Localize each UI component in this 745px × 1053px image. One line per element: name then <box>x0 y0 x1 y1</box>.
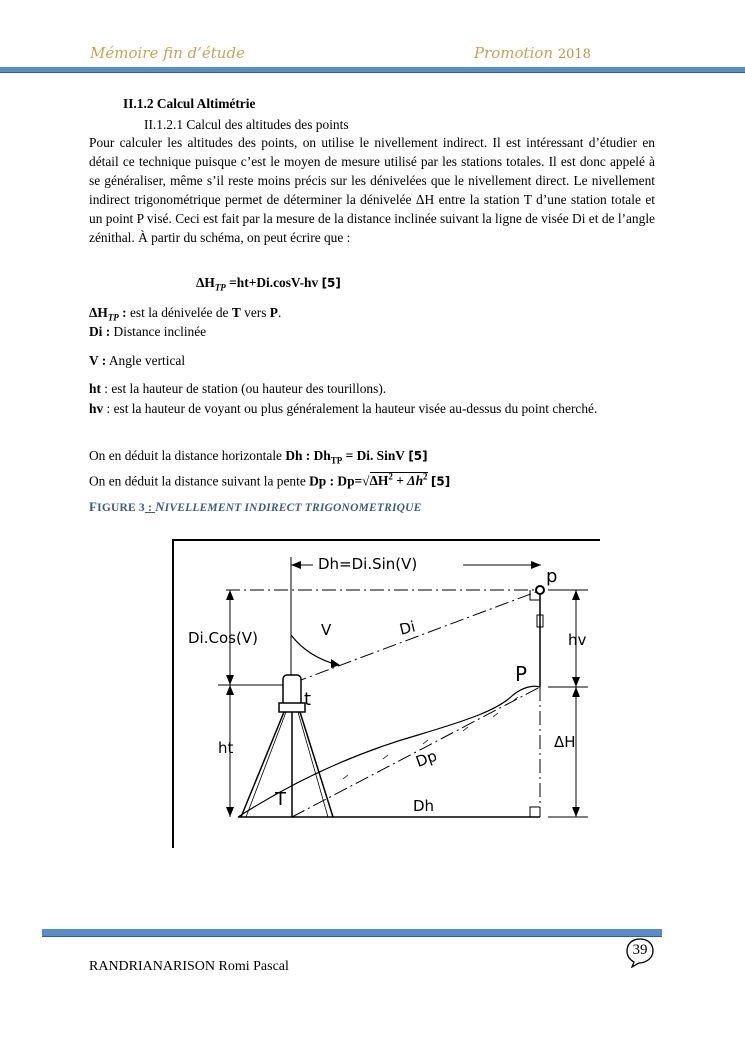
deduction-dp-sup2: 2 <box>423 472 428 482</box>
formula-ref: [5] <box>321 276 341 290</box>
header-promotion-year: 2018 <box>557 47 591 62</box>
def-ht-text: : est la hauteur de station (ou hauteur des tourillons). <box>100 381 387 396</box>
page-number-badge <box>624 936 656 968</box>
point-p-target <box>536 586 544 594</box>
label-hv: hv <box>568 631 587 649</box>
def-di-label: Di : <box>89 324 111 339</box>
header-title: Mémoire fin d’étude <box>90 44 245 62</box>
footer-rule <box>42 929 662 937</box>
def-ht <box>89 379 386 398</box>
label-t-big: T <box>275 789 286 810</box>
formula-delta-h: ΔH <box>196 275 215 290</box>
def-delta-h-T: T <box>231 305 241 320</box>
caption-prefix-small: IGURE 3 <box>97 502 145 514</box>
leveling-diagram <box>168 535 608 855</box>
body-paragraph: Pour calculer les altitudes des points, on utilise le nivellement indirect. Il est intéressant d’étudier en détail ce technique puisque c’est le moyen de mesure utilisé par les stations totales. Il est donc appelé à se généraliser, même s’il reste moins précis sur les dénivelées que le nivellement direct. Le nivellement indirect trigonométrique permet de déterminer la dénivelée ΔH entre la station T d’une station totale et un point P visé. Ceci est fait par la mesure de la distance inclinée suivant la ligne de visée Di et de l’angle zénithal. À partir du schéma, on peut écrire que : <box>89 135 655 245</box>
label-v: V <box>321 621 332 639</box>
section-heading: II.1.2 Calcul Altimétrie <box>123 96 256 111</box>
deduction-dh-ref: [5] <box>408 449 428 463</box>
label-t-small: t <box>304 689 312 710</box>
page-number: 39 <box>632 942 648 958</box>
footer-author: RANDRIANARISON Romi Pascal <box>89 959 289 974</box>
label-di: Di <box>397 617 418 639</box>
formula-rest: =ht+Di.cosV-hv <box>225 275 319 290</box>
deduction-dh-bold2: = Di. SinV <box>342 448 405 463</box>
angle-v-arrow <box>331 659 340 668</box>
def-hv-label: hv <box>89 401 104 416</box>
caption-title-small: IVELLEMENT INDIRECT TRIGONOMETRIQUE <box>164 502 422 514</box>
header-promotion <box>474 44 591 62</box>
def-delta-h-end: . <box>277 305 282 320</box>
right-angle-bottom <box>530 807 540 817</box>
main-formula <box>196 273 341 298</box>
label-ht: ht <box>218 739 234 757</box>
angle-v-arc <box>291 635 338 665</box>
def-di-text: Distance inclinée <box>110 324 207 339</box>
deduction-dh <box>89 446 428 471</box>
def-ht-label: ht <box>89 381 101 396</box>
figure-caption <box>89 499 422 515</box>
def-delta-h-P: P <box>269 305 278 320</box>
right-angle-top <box>530 590 540 600</box>
label-dp: Dp <box>413 746 440 771</box>
header-rule <box>0 67 745 73</box>
total-station-base <box>279 703 305 712</box>
header-promotion-word: Promotion <box>474 44 554 62</box>
label-p-small: p <box>546 566 558 587</box>
deduction-dp <box>89 468 450 491</box>
deduction-dh-text: On en déduit la distance horizontale <box>89 448 286 463</box>
def-hv-text: : est la hauteur de voyant ou plus généralement la hauteur visée au-dessus du point cherché. <box>103 401 598 416</box>
tripod-legs-inner <box>246 712 328 817</box>
deduction-dh-sub: TP <box>330 455 343 466</box>
deduction-dp-expr2: Δh <box>407 473 424 489</box>
def-v-label: V : <box>89 353 107 368</box>
deduction-dp-sqrt: √ <box>362 473 370 489</box>
deduction-dp-plus: + <box>392 473 408 489</box>
def-di <box>89 322 206 341</box>
deduction-dp-sup1: 2 <box>388 472 393 482</box>
caption-title-big: N <box>155 499 165 514</box>
formula-sub: TP <box>214 282 226 293</box>
figure-frame <box>173 540 600 848</box>
caption-prefix-big: F <box>89 499 98 514</box>
def-delta-h-colon: : <box>118 305 130 320</box>
deduction-dp-bold: Dp : Dp= <box>309 473 363 489</box>
deduction-dp-text: On en déduit la distance suivant la pente <box>89 473 310 489</box>
tripod-legs <box>241 712 333 817</box>
deduction-dp-ref: [5] <box>430 474 451 489</box>
def-v <box>89 351 185 370</box>
label-dicosv: Di.Cos(V) <box>188 629 258 647</box>
label-dh-bottom: Dh <box>413 797 435 815</box>
deduction-dp-expr1: ΔH <box>369 473 389 489</box>
caption-sep: : <box>144 502 156 514</box>
def-delta-h-label: ΔH <box>89 305 108 320</box>
total-station-body <box>283 675 301 707</box>
label-dh-top: Dh=Di.Sin(V) <box>318 555 418 573</box>
label-delta-h: ΔH <box>554 733 576 751</box>
label-p-big: P <box>515 662 528 686</box>
def-v-text: Angle vertical <box>106 353 186 368</box>
def-delta-h-text1: est la dénivelée de <box>129 305 232 320</box>
def-delta-h-text2: vers <box>240 305 270 320</box>
def-hv <box>89 399 609 418</box>
subsection-heading: II.1.2.1 Calcul des altitudes des points <box>144 117 349 132</box>
deduction-dh-bold: Dh : Dh <box>285 448 331 463</box>
def-delta-h-sub: TP <box>107 312 119 323</box>
